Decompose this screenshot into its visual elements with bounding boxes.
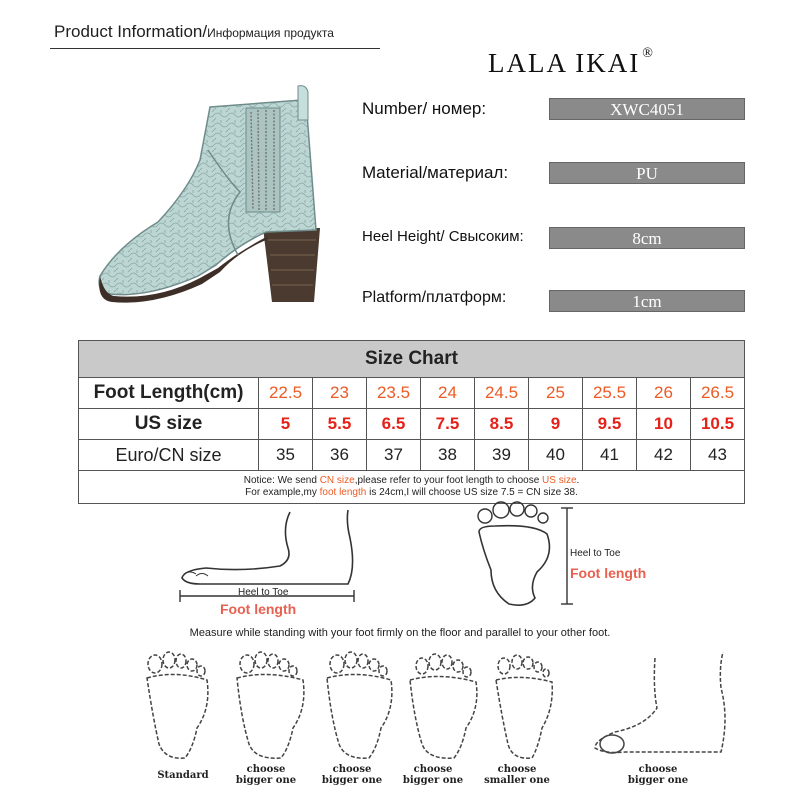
foot-length-row bbox=[79, 378, 745, 409]
size-chart-table bbox=[78, 340, 745, 504]
us-size-cell: 9 bbox=[529, 409, 583, 440]
spec-label-number: Number/ номер: bbox=[362, 99, 487, 118]
caption-bigger-1 bbox=[226, 764, 306, 786]
notice-highlight: foot length bbox=[319, 487, 367, 498]
spec-value-heel-height: 8cm bbox=[549, 227, 745, 249]
notice-highlight: CN size bbox=[319, 475, 355, 486]
caption-line: bigger one bbox=[321, 775, 383, 786]
notice-text: . bbox=[576, 475, 580, 486]
caption-line: choose bbox=[638, 764, 678, 775]
caption-line: bigger one bbox=[627, 775, 689, 786]
foot-length-cell: 25 bbox=[529, 378, 583, 409]
foot-length-label: Foot Length(cm) bbox=[79, 378, 259, 409]
spec-value-number: XWC4051 bbox=[549, 98, 745, 120]
foot-shape-3 bbox=[327, 652, 392, 758]
foot-length-cell: 25.5 bbox=[583, 378, 637, 409]
caption-line: choose bbox=[246, 764, 286, 775]
caption-line: choose bbox=[497, 764, 537, 775]
caption-bigger-4 bbox=[618, 764, 698, 786]
heel-to-toe-label-side: Heel to Toe bbox=[238, 587, 289, 598]
euro-size-cell: 36 bbox=[313, 440, 367, 471]
caption-line: bigger one bbox=[402, 775, 464, 786]
measure-instruction: Measure while standing with your foot firmly on the floor and parallel to your other foot. bbox=[189, 627, 611, 639]
foot-length-label-sole: Foot length bbox=[570, 565, 647, 581]
caption-bigger-3 bbox=[393, 764, 473, 786]
spec-label-platform: Platform/платформ: bbox=[362, 289, 507, 306]
us-size-cell: 7.5 bbox=[421, 409, 475, 440]
spec-value-material: PU bbox=[549, 162, 745, 184]
us-size-cell: 10.5 bbox=[691, 409, 745, 440]
notice-row bbox=[79, 471, 745, 504]
foot-length-cell: 26.5 bbox=[691, 378, 745, 409]
caption-bigger-2 bbox=[312, 764, 392, 786]
us-size-cell: 5.5 bbox=[313, 409, 367, 440]
foot-length-label-side: Foot length bbox=[220, 601, 297, 617]
title-underline bbox=[50, 48, 380, 49]
caption-line: bigger one bbox=[235, 775, 297, 786]
euro-size-cell: 43 bbox=[691, 440, 745, 471]
notice-text: Notice: We send bbox=[243, 475, 320, 486]
foot-length-cell: 26 bbox=[637, 378, 691, 409]
foot-shape-2 bbox=[237, 652, 304, 758]
size-notice bbox=[79, 471, 745, 504]
euro-size-cell: 35 bbox=[259, 440, 313, 471]
euro-size-row bbox=[79, 440, 745, 471]
notice-text: ,please refer to your foot length to choose bbox=[354, 475, 543, 486]
size-chart-title: Size Chart bbox=[79, 341, 745, 378]
euro-size-cell: 42 bbox=[637, 440, 691, 471]
us-size-cell: 6.5 bbox=[367, 409, 421, 440]
foot-shape-standard bbox=[147, 652, 208, 758]
notice-text: For example,my bbox=[245, 487, 320, 498]
notice-text: is 24cm,I will choose US size 7.5 = CN size 38. bbox=[366, 487, 578, 498]
foot-shapes-row bbox=[125, 648, 735, 766]
caption-line: choose bbox=[332, 764, 372, 775]
foot-length-cell: 24 bbox=[421, 378, 475, 409]
euro-size-cell: 41 bbox=[583, 440, 637, 471]
us-size-row bbox=[79, 409, 745, 440]
caption-standard bbox=[143, 770, 223, 781]
euro-size-cell: 40 bbox=[529, 440, 583, 471]
us-size-cell: 10 bbox=[637, 409, 691, 440]
euro-size-cell: 39 bbox=[475, 440, 529, 471]
us-size-cell: 9.5 bbox=[583, 409, 637, 440]
foot-shape-4 bbox=[410, 654, 477, 758]
spec-label-material: Material/материал: bbox=[362, 163, 509, 182]
size-chart-header-row bbox=[79, 341, 745, 378]
boot-product-image bbox=[88, 80, 338, 320]
foot-shape-5 bbox=[496, 655, 552, 758]
caption-line: Standard bbox=[157, 770, 209, 781]
euro-size-label: Euro/CN size bbox=[79, 440, 259, 471]
caption-smaller bbox=[472, 764, 562, 786]
foot-length-cell: 24.5 bbox=[475, 378, 529, 409]
caption-line: choose bbox=[413, 764, 453, 775]
section-title bbox=[54, 22, 334, 42]
heel-to-toe-label-sole: Heel to Toe bbox=[570, 548, 621, 559]
title-en: Product Information/ bbox=[54, 22, 208, 41]
title-ru: Информация продукта bbox=[207, 26, 334, 40]
foot-length-cell: 23.5 bbox=[367, 378, 421, 409]
caption-line: smaller one bbox=[484, 775, 550, 786]
foot-length-cell: 23 bbox=[313, 378, 367, 409]
notice-highlight: US size bbox=[542, 475, 577, 486]
foot-length-cell: 22.5 bbox=[259, 378, 313, 409]
us-size-label: US size bbox=[79, 409, 259, 440]
us-size-cell: 5 bbox=[259, 409, 313, 440]
us-size-cell: 8.5 bbox=[475, 409, 529, 440]
spec-label-heel-height: Heel Height/ Свысоким: bbox=[362, 228, 524, 245]
spec-value-platform: 1cm bbox=[549, 290, 745, 312]
brand-logo bbox=[488, 48, 655, 79]
euro-size-cell: 37 bbox=[367, 440, 421, 471]
foot-sole-diagram bbox=[465, 500, 585, 610]
foot-shape-side bbox=[595, 652, 725, 753]
registered-mark: ® bbox=[642, 46, 655, 61]
euro-size-cell: 38 bbox=[421, 440, 475, 471]
brand-name: LALA IKAI bbox=[488, 48, 641, 78]
